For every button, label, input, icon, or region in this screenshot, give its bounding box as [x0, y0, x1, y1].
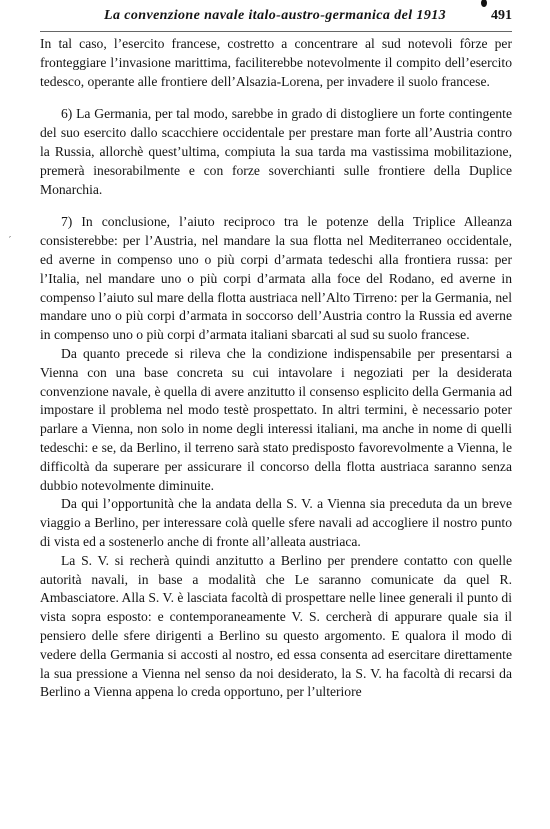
ink-blot	[481, 0, 487, 7]
paragraph: La S. V. si recherà quindi anzitutto a Berlino per prendere contatto con quelle autorità navali, in base a modalità che Le saranno comunicate da quel R. Ambasciatore. Alla S. V. è lasciata facoltà di prospettare nelle linee generali il punto di vista sopra esposto: e contemporaneamente V. S. cercherà di appurare quale sia il pensiero delle sfere dirigenti a Berlino su questo argomento. E qualora il modo di vedere della Germania si accosti al nostro, ed essa consenta ad esercitare direttamente la sua pressione a Vienna nel senso da noi desiderato, la S. V. ha facoltà di recarsi da Berlino a Vienna appena lo creda opportuno, per l’ulteriore	[40, 552, 512, 700]
page-header	[100, 8, 512, 26]
paragraph: Da quanto precede si rileva che la condizione indispensabile per presentarsi a Vienna con una base concreta su cui intavolare i negoziati per la desiderata convenzione navale, è quella di avere anzitutto il consenso esplicito della Germania ad impostare il problema nel modo testè prospettato. In altri termini, è necessario poter parlare a Vienna, non solo in nome degli interessi italiani, ma anche in nome di quelli tedeschi: e se, da Berlino, il terreno sarà stato predisposto favorevolmente a Vienna, le difficoltà da superare per assicurare il concorso della flotta austriaca saranno senza dubbio notevolmente diminuite.	[40, 345, 512, 493]
paragraph: In tal caso, l’esercito francese, costretto a concentrare al sud notevoli fôrze per fronteggiare l’invasione marittima, faciliterebbe notevolmente il compito dell’esercito tedesco, operante alle frontiere dell’Alsazia-Lorena, per invadere il suolo francese.	[40, 36, 512, 89]
paragraph: 7) In conclusione, l’aiuto reciproco tra le potenze della Triplice Alleanza consisterebbe: per l’Austria, nel mandare la sua flotta nel Mediterraneo occidentale, ed averne in compenso uno o più corpi d’armata tedeschi alla frontiera russa: per l’Italia, nel mandare uno o più corpi d’armata alla foce del Rodano, ed averne in compenso l’aiuto sul mare della flotta austriaca nell’Alto Tirreno: per la Germania, nel mandare uno o più corpi d’armata in soccorso dell’Austria contro la Russia ed averne in compenso uno o più corpi d’armata italiani sbarcati al sud su suolo francese.	[40, 214, 512, 343]
body-text	[40, 35, 512, 702]
page-number: 491	[491, 8, 512, 23]
paragraph: Da qui l’opportunità che la andata della S. V. a Vienna sia preceduta da un breve viaggio a Berlino, per interessare colà quelle sfere navali ad accogliere il nostro punto di vista ed a sostenerlo anche di fronte all’alleata austriaca.	[40, 496, 512, 549]
paragraph: 6) La Germania, per tal modo, sarebbe in grado di distogliere un forte contingente del suo esercito dallo scacchiere occidentale per prestare man forte all’Austria contro la Russia, allorchè quest’ultima, compiuta la sua tarda ma vastissima mobilitazione, premerà inesorabilmente e con forze soverchianti sulle frontiere della Duplice Monarchia.	[40, 106, 512, 197]
margin-mark: ′	[9, 236, 12, 246]
header-rule	[40, 31, 512, 32]
running-title: La convenzione navale italo-austro-germanica del 1913	[104, 8, 447, 23]
